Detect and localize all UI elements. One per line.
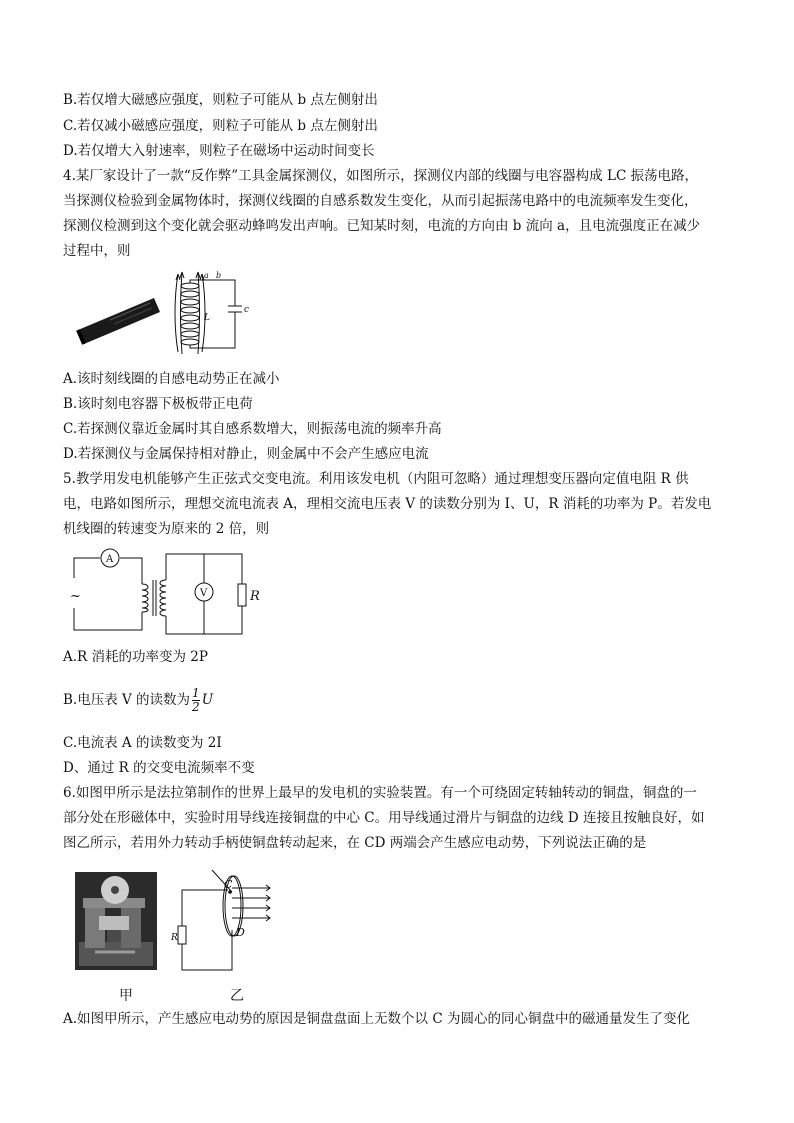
- voltmeter-label: V: [200, 588, 208, 599]
- transformer-circuit-diagram: [62, 546, 282, 638]
- q5-option-b-var: U: [201, 692, 214, 708]
- q5-option-a: A.R 消耗的功率变为 2P: [63, 649, 208, 665]
- q5-stem-line-2: 电，电路如图所示，理想交流电流表 A，理相交流电压表 V 的读数分别为 I、U，R 消耗的功率为 P。若发电: [63, 496, 712, 512]
- fraction-one-half: [192, 687, 200, 714]
- fig-label-c-point: C: [224, 878, 233, 891]
- ammeter-label: A: [106, 554, 114, 565]
- q3-option-b: B.若仅增大磁感应强度，则粒子可能从 b 点左侧射出: [63, 92, 378, 108]
- q4-option-c: C.若探测仪靠近金属时其自感系数增大，则振荡电流的频率升高: [63, 421, 442, 437]
- faraday-disk-photo: [75, 872, 157, 970]
- fig-label-c: c: [244, 305, 250, 315]
- detector-wand-image: [78, 298, 160, 344]
- q3-option-c: C.若仅减小磁感应强度，则粒子可能从 b 点左侧射出: [63, 118, 378, 134]
- q6-stem-line-2: 部分处在形磁体中，实验时用导线连接铜盘的中心 C。用导线通过滑片与铜盘的边线 D 连接且按触良好，如: [63, 810, 705, 826]
- figure-caption-jia: 甲: [119, 988, 133, 1004]
- fraction-numerator: 1: [192, 686, 200, 700]
- q4-stem-line-3: 探测仪检测到这个变化就会驱动蜂鸣发出声响。已知某时刻，电流的方向由 b 流向 a，且电流强度正在减少: [63, 218, 701, 234]
- fig-label-r: R: [171, 933, 178, 943]
- q4-stem-line-4: 过程中，则: [63, 243, 131, 259]
- fraction-denominator: 2: [192, 700, 200, 714]
- q5-option-b-text: B.电压表 V 的读数为: [63, 692, 191, 708]
- resistor-label: R: [250, 589, 260, 604]
- q5-stem-line-1: 5.教学用发电机能够产生正弦式交变电流。利用该发电机（内阻可忽略）通过理想变压器向定值电阻 R 供: [63, 471, 689, 487]
- q4-option-d: D.若探测仪与金属保持相对静止，则金属中不会产生感应电流: [63, 446, 429, 462]
- fig-label-l: L: [204, 313, 210, 323]
- fig-label-d-point: D: [236, 926, 245, 939]
- q5-option-b: [63, 686, 213, 714]
- faraday-disk-circuit: [170, 868, 275, 974]
- fig-label-b: b: [216, 271, 222, 280]
- q3-option-d: D.若仅增大入射速率，则粒子在磁场中运动时间变长: [63, 143, 375, 159]
- metal-detector-figure: [70, 268, 260, 360]
- q4-option-b: B.该时刻电容器下极板带正电荷: [63, 396, 253, 412]
- q4-stem-line-2: 当探测仪检验到金属物体时，探测仪线圈的自感系数发生变化，从而引起振荡电路中的电流频率发生变化，: [63, 193, 698, 209]
- q6-option-a: A.如图甲所示，产生感应电动势的原因是铜盘盘面上无数个以 C 为圆心的同心铜盘中的磁通量发生了变化: [63, 1011, 690, 1027]
- q6-stem-line-3: 图乙所示，若用外力转动手柄使铜盘转动起来，在 CD 两端会产生感应电动势，下列说法正确的是: [63, 835, 647, 851]
- q5-option-d: D、通过 R 的交变电流频率不变: [63, 760, 255, 776]
- q5-stem-line-3: 机线圈的转速变为原来的 2 倍，则: [63, 521, 270, 537]
- q6-stem-line-1: 6.如图甲所示是法拉第制作的世界上最早的发电机的实验装置。有一个可绕固定转轴转动的铜盘，铜盘的一: [63, 785, 697, 801]
- ac-source-symbol: ~: [70, 589, 81, 604]
- figure-caption-yi: 乙: [230, 988, 244, 1004]
- fig-label-a: a: [204, 271, 209, 280]
- q5-option-c: C.电流表 A 的读数变为 2I: [63, 735, 222, 751]
- q4-option-a: A.该时刻线圈的自感电动势正在减小: [63, 371, 280, 387]
- q4-stem-line-1: 4.某厂家设计了一款“反作弊”工具金属探测仪，如图所示，探测仪内部的线圈与电容器构成 LC 振荡电路，: [63, 168, 699, 184]
